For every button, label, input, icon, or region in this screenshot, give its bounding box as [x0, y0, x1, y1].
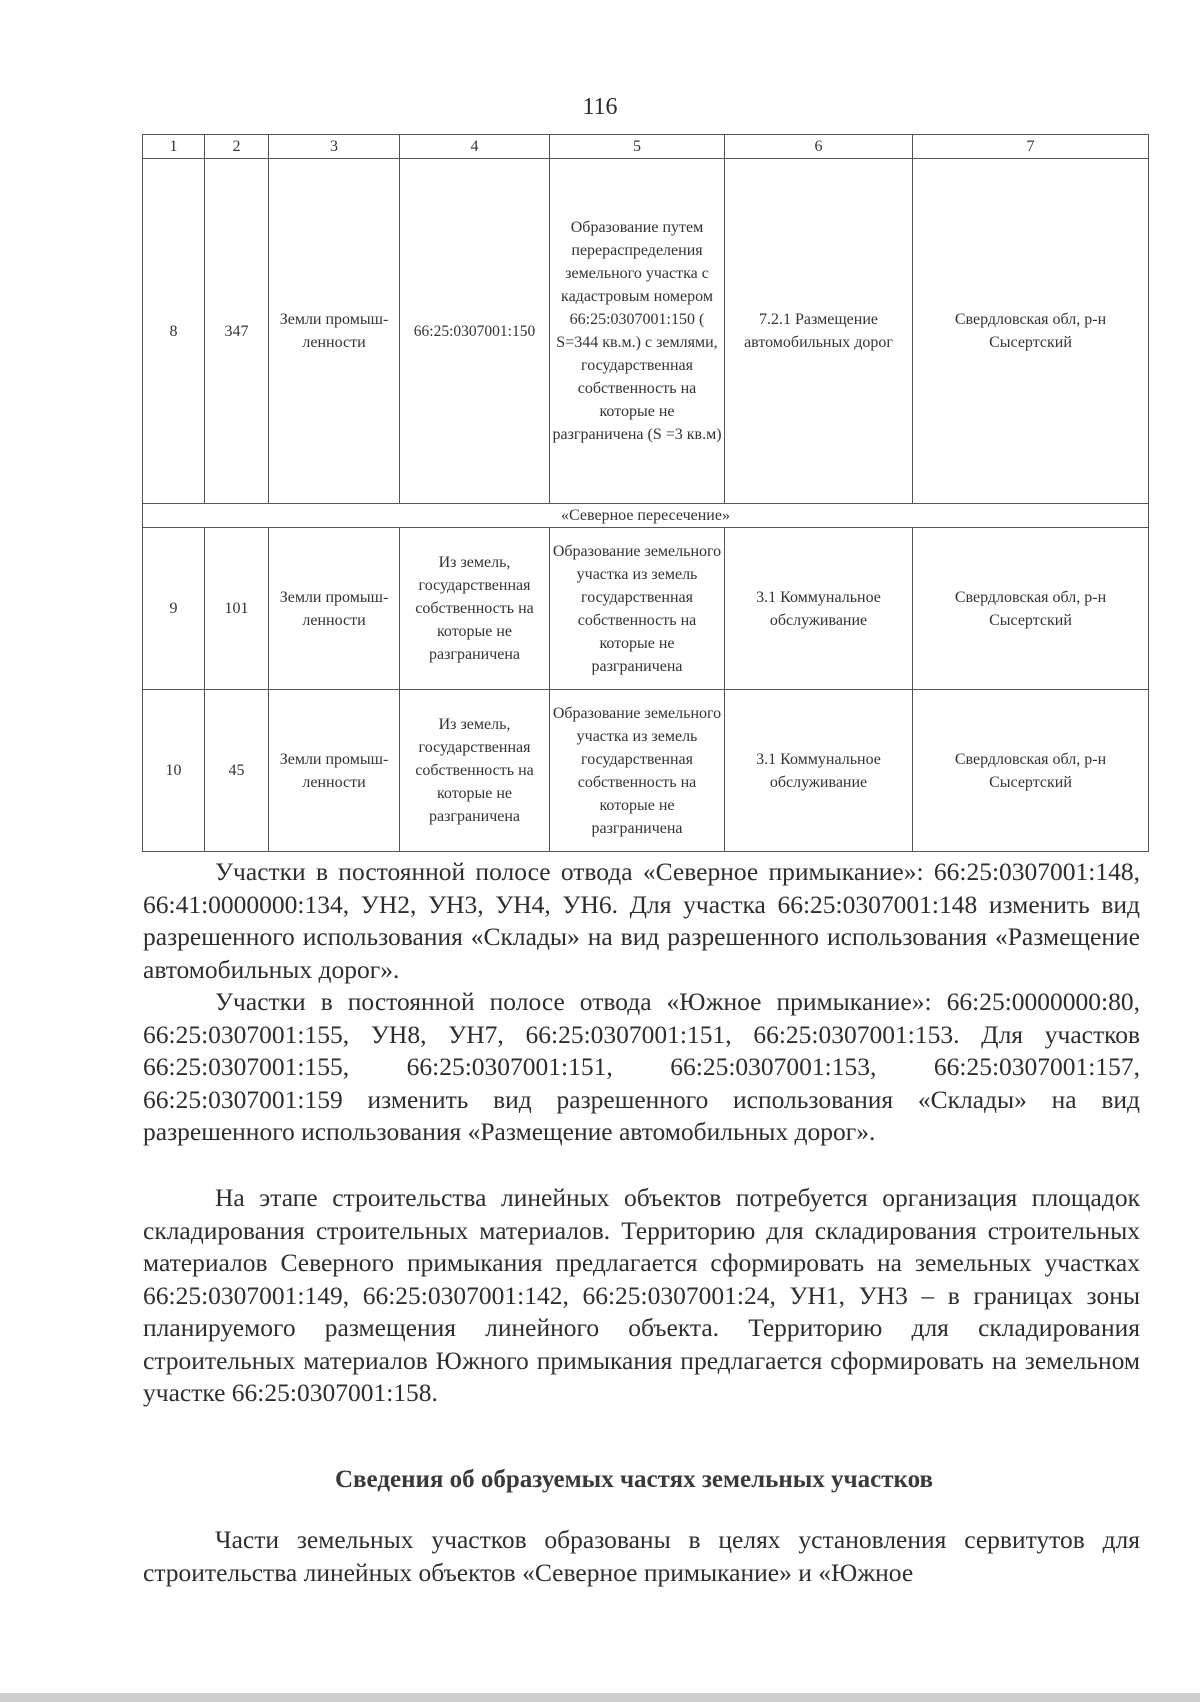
header-cell: 1: [143, 135, 205, 159]
cell-source: Из земель, государственная собственность на которые не разграничена: [400, 690, 550, 852]
cell-use: 3.1 Коммунальное обслуживание: [725, 528, 913, 690]
cell-method: Образование земельного участка из земель государственная собственность на которые не разграничена: [550, 690, 725, 852]
cell-use: 3.1 Коммунальное обслуживание: [725, 690, 913, 852]
header-cell: 4: [400, 135, 550, 159]
paragraph-south-junction: Участки в постоянной полосе отвода «Южное примыкание»: 66:25:0000000:80, 66:25:0307001:155, УН8, УН7, 66:25:0307001:151, 66:25:0307001:153. Для участков 66:25:0307001:155, 66:25:0307001:151, 66:25:0307001:153, 66:25:0307001:157, 66:25:0307001:159 изменить вид разрешенного использования «Склады» на вид разрешенного использования «Размещение автомобильных дорог».: [143, 987, 1140, 1146]
header-cell: 6: [725, 135, 913, 159]
cell-area: 101: [205, 528, 269, 690]
cell-location: Свердловская обл, р-н Сысертский: [913, 528, 1149, 690]
cell-area: 347: [205, 159, 269, 504]
cell-category: Земли промыш-ленности: [269, 690, 400, 852]
cell-method: Образование земельного участка из земель государственная собственность на которые не разграничена: [550, 528, 725, 690]
cell-number: 10: [143, 690, 205, 852]
section-row: [143, 504, 1149, 528]
cell-number: 9: [143, 528, 205, 690]
cell-location: Свердловская обл, р-н Сысертский: [913, 159, 1149, 504]
cell-category: Земли промыш-ленности: [269, 528, 400, 690]
cell-location: Свердловская обл, р-н Сысертский: [913, 690, 1149, 852]
header-cell: 3: [269, 135, 400, 159]
header-cell: 2: [205, 135, 269, 159]
cell-source: 66:25:0307001:150: [400, 159, 550, 504]
table-row: [143, 690, 1149, 852]
table-row: [143, 528, 1149, 690]
table-row: [143, 159, 1149, 504]
cell-source: Из земель, государственная собственность на которые не разграничена: [400, 528, 550, 690]
cell-area: 45: [205, 690, 269, 852]
header-cell: 7: [913, 135, 1149, 159]
paragraph-storage-sites: На этапе строительства линейных объектов потребуется организация площадок складирования строительных материалов. Территорию для складирования строительных материалов Северного примыкания предлагается сформировать на земельных участках 66:25:0307001:149, 66:25:0307001:142, 66:25:0307001:24, УН1, УН3 – в границах зоны планируемого размещения линейного объекта. Территорию для складирования строительных материалов Южного примыкания предлагается сформировать на земельном участке 66:25:0307001:158.: [143, 1183, 1140, 1407]
section-title: «Северное пересечение»: [143, 504, 1149, 528]
paragraph-north-junction: Участки в постоянной полосе отвода «Северное примыкание»: 66:25:0307001:148, 66:41:0000000:134, УН2, УН3, УН4, УН6. Для участка 66:25:0307001:148 изменить вид разрешенного использования «Склады» на вид разрешенного использования «Размещение автомобильных дорог».: [143, 857, 1140, 984]
table-header-row: [143, 135, 1149, 159]
section-heading: Сведения об образуемых частях земельных участков: [335, 1466, 933, 1493]
page-number: 116: [582, 94, 618, 120]
land-plots-table: [142, 134, 1149, 852]
cell-method: Образование путем перераспределения земельного участка с кадастровым номером 66:25:0307001:150 ( S=344 кв.м.) с землями, государственная собственность на которые не разграничена (S =3 кв.м): [550, 159, 725, 504]
cell-number: 8: [143, 159, 205, 504]
header-cell: 5: [550, 135, 725, 159]
scan-edge: [0, 1693, 1200, 1702]
cell-category: Земли промыш-ленности: [269, 159, 400, 504]
paragraph-easements: Части земельных участков образованы в целях установления сервитутов для строительства линейных объектов «Северное примыкание» и «Южное: [143, 1525, 1140, 1587]
cell-use: 7.2.1 Размещение автомобильных дорог: [725, 159, 913, 504]
